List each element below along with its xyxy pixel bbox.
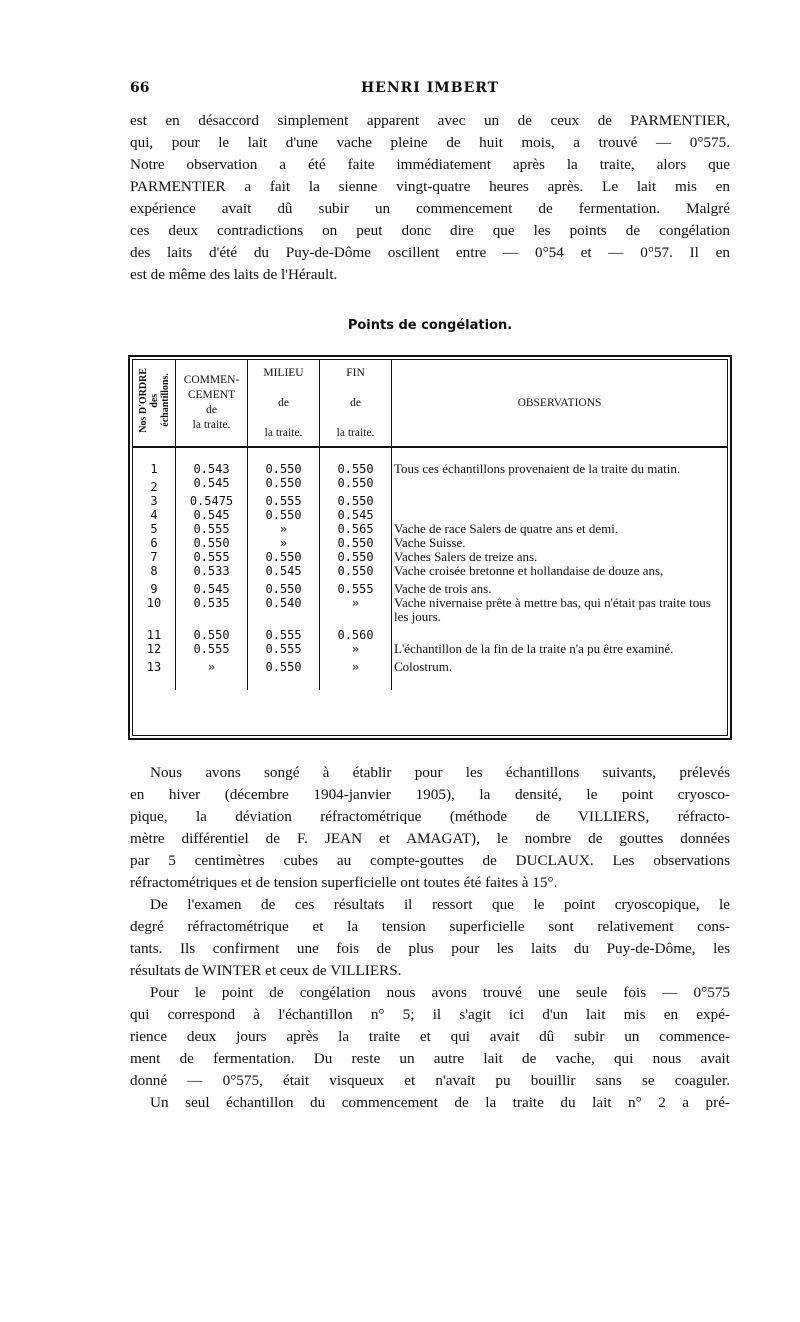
cell-sample-number: 10 xyxy=(133,596,176,624)
cell-milieu: 0.550 xyxy=(248,476,320,494)
cell-milieu: 0.550 xyxy=(248,578,320,596)
cell-commencement: 0.533 xyxy=(176,564,248,578)
cell-sample-number: 4 xyxy=(133,508,176,522)
cell-fin: » xyxy=(320,642,392,656)
cell-milieu: » xyxy=(248,536,320,550)
cell-commencement: 0.545 xyxy=(176,508,248,522)
table-row xyxy=(133,508,727,522)
cell-observation: Vache croisée bretonne et hollandaise de douze ans, xyxy=(394,563,664,578)
cell-fin: 0.545 xyxy=(320,508,392,522)
cell-sample-number: 12 xyxy=(133,642,176,656)
text-line: degré réfractométrique et la tension superficielle sont relativement cons- xyxy=(130,918,730,935)
cell-fin: 0.550 xyxy=(320,536,392,550)
table-row xyxy=(133,447,727,476)
text-line: pique, la déviation réfractométrique (méthode de VILLIERS, réfracto- xyxy=(130,808,730,825)
text-line: rience deux jours après la traite et qui avait dû subir un commence- xyxy=(130,1028,730,1045)
text-line: par 5 centimètres cubes au compte-gouttes de DUCLAUX. Les observations xyxy=(130,852,730,869)
text-line: Pour le point de congélation nous avons trouvé une seule fois — 0°575 xyxy=(150,984,730,1001)
cell-observation: L'échantillon de la fin de la traite n'a pu être examiné. xyxy=(394,641,674,656)
cell-observation: Vache nivernaise prête à mettre bas, qui n'était pas traite tous les jours. xyxy=(394,595,711,624)
cell-fin: 0.560 xyxy=(320,624,392,642)
cell-fin: 0.550 xyxy=(320,550,392,564)
header-sample-number: Nos D'ORDRE des échantillons. xyxy=(133,360,176,447)
cell-sample-number: 3 xyxy=(133,494,176,508)
cell-milieu: 0.540 xyxy=(248,596,320,624)
cell-commencement: 0.545 xyxy=(176,578,248,596)
cell-fin: 0.550 xyxy=(320,564,392,578)
cell-sample-number: 13 xyxy=(133,656,176,690)
cell-milieu: 0.550 xyxy=(248,550,320,564)
text-line: Nous avons songé à établir pour les échantillons suivants, prélevés xyxy=(150,764,730,781)
cell-milieu: » xyxy=(248,522,320,536)
text-line: résultats de WINTER et ceux de VILLIERS. xyxy=(130,962,402,979)
cell-observation: Vache de race Salers de quatre ans et demi. xyxy=(394,521,619,536)
text-line: qui correspond à l'échantillon n° 5; il s'agit ici d'un lait mis en expé- xyxy=(130,1006,730,1023)
cell-fin: 0.550 xyxy=(320,447,392,476)
cell-commencement: 0.545 xyxy=(176,476,248,494)
text-line: expérience avait dû subir un commencement de fermentation. Malgré xyxy=(130,200,730,217)
cell-milieu: 0.550 xyxy=(248,447,320,476)
text-line: des laits d'été du Puy-de-Dôme oscillent entre — 0°54 et — 0°57. Il en xyxy=(130,244,730,261)
table-row xyxy=(133,522,727,536)
text-line: réfractométriques et de tension superficielle ont toutes été faites à 15°. xyxy=(130,874,558,891)
cell-sample-number: 7 xyxy=(133,550,176,564)
cell-fin: 0.555 xyxy=(320,578,392,596)
table-header-row xyxy=(133,360,727,447)
data-table xyxy=(133,360,727,690)
cell-commencement: 0.535 xyxy=(176,596,248,624)
cell-commencement: 0.555 xyxy=(176,550,248,564)
cell-commencement: » xyxy=(176,656,248,690)
page-number: 66 xyxy=(130,80,150,96)
table-row xyxy=(133,476,727,494)
freezing-point-table xyxy=(128,355,732,740)
cell-observation: Tous ces échantillons provenaient de la traite du matin. xyxy=(394,461,681,476)
table-row xyxy=(133,596,727,624)
body-paragraph xyxy=(130,762,730,1114)
cell-observation xyxy=(392,476,728,494)
cell-milieu: 0.550 xyxy=(248,508,320,522)
cell-observation: Vache Suisse. xyxy=(394,535,466,550)
cell-commencement: 0.550 xyxy=(176,624,248,642)
cell-sample-number: 11 xyxy=(133,624,176,642)
cell-fin: 0.550 xyxy=(320,494,392,508)
cell-sample-number: 8 xyxy=(133,564,176,578)
table-row xyxy=(133,642,727,656)
text-line: donné — 0°575, était visqueux et n'avait pu bouillir sans se coaguler. xyxy=(130,1072,730,1089)
text-line: qui, pour le lait d'une vache pleine de huit mois, a trouvé — 0°575. xyxy=(130,134,730,151)
cell-fin: » xyxy=(320,656,392,690)
cell-milieu: 0.545 xyxy=(248,564,320,578)
text-line: ment de fermentation. Du reste un autre lait de vache, qui nous avait xyxy=(130,1050,730,1067)
cell-commencement: 0.543 xyxy=(176,447,248,476)
intro-paragraph xyxy=(130,110,730,286)
table-row xyxy=(133,494,727,508)
cell-sample-number: 6 xyxy=(133,536,176,550)
cell-observation xyxy=(392,624,728,642)
cell-sample-number: 2 xyxy=(133,476,176,494)
text-line: Un seul échantillon du commencement de la traite du lait n° 2 a pré- xyxy=(150,1094,730,1111)
table-row xyxy=(133,578,727,596)
header-milieu: MILIEU de la traite. xyxy=(248,360,320,447)
text-line: est en désaccord simplement apparent avec un de ceux de PARMENTIER, xyxy=(130,112,730,129)
header-observations: OBSERVATIONS xyxy=(392,360,728,447)
cell-fin: 0.550 xyxy=(320,476,392,494)
text-line: De l'examen de ces résultats il ressort que le point cryoscopique, le xyxy=(150,896,730,913)
header-commencement: COMMEN- CEMENT de la traite. xyxy=(176,360,248,447)
cell-observation: Colostrum. xyxy=(394,659,453,674)
cell-observation: Vaches Salers de treize ans. xyxy=(394,549,538,564)
header-fin: FIN de la traite. xyxy=(320,360,392,447)
cell-observation xyxy=(392,508,728,522)
table-row xyxy=(133,564,727,578)
text-line: ces deux contradictions on peut donc dire que les points de congélation xyxy=(130,222,730,239)
cell-fin: 0.565 xyxy=(320,522,392,536)
table-row xyxy=(133,656,727,690)
cell-sample-number: 5 xyxy=(133,522,176,536)
table-row xyxy=(133,624,727,642)
text-line: tants. Ils confirment une fois de plus pour les laits du Puy-de-Dôme, les xyxy=(130,940,730,957)
cell-observation: Vache de trois ans. xyxy=(394,581,492,596)
cell-milieu: 0.555 xyxy=(248,494,320,508)
table-row xyxy=(133,536,727,550)
table-row xyxy=(133,550,727,564)
cell-commencement: 0.555 xyxy=(176,642,248,656)
running-title: HENRI IMBERT xyxy=(360,80,500,96)
text-line: PARMENTIER a fait la sienne vingt-quatre heures après. Le lait mis en xyxy=(130,178,730,195)
cell-commencement: 0.555 xyxy=(176,522,248,536)
cell-sample-number: 9 xyxy=(133,578,176,596)
cell-milieu: 0.555 xyxy=(248,642,320,656)
cell-sample-number: 1 xyxy=(133,447,176,476)
cell-observation xyxy=(392,494,728,508)
cell-milieu: 0.555 xyxy=(248,624,320,642)
page-header xyxy=(130,80,730,100)
cell-milieu: 0.550 xyxy=(248,656,320,690)
text-line: mètre différentiel de F. JEAN et AMAGAT), le nombre de gouttes données xyxy=(130,830,730,847)
cell-commencement: 0.5475 xyxy=(176,494,248,508)
text-line: en hiver (décembre 1904-janvier 1905), la densité, le point cryosco- xyxy=(130,786,730,803)
cell-commencement: 0.550 xyxy=(176,536,248,550)
text-line: est de même des laits de l'Hérault. xyxy=(130,266,338,283)
table-title: Points de congélation. xyxy=(347,318,513,333)
text-line: Notre observation a été faite immédiatement après la traite, alors que xyxy=(130,156,730,173)
cell-fin: » xyxy=(320,596,392,624)
